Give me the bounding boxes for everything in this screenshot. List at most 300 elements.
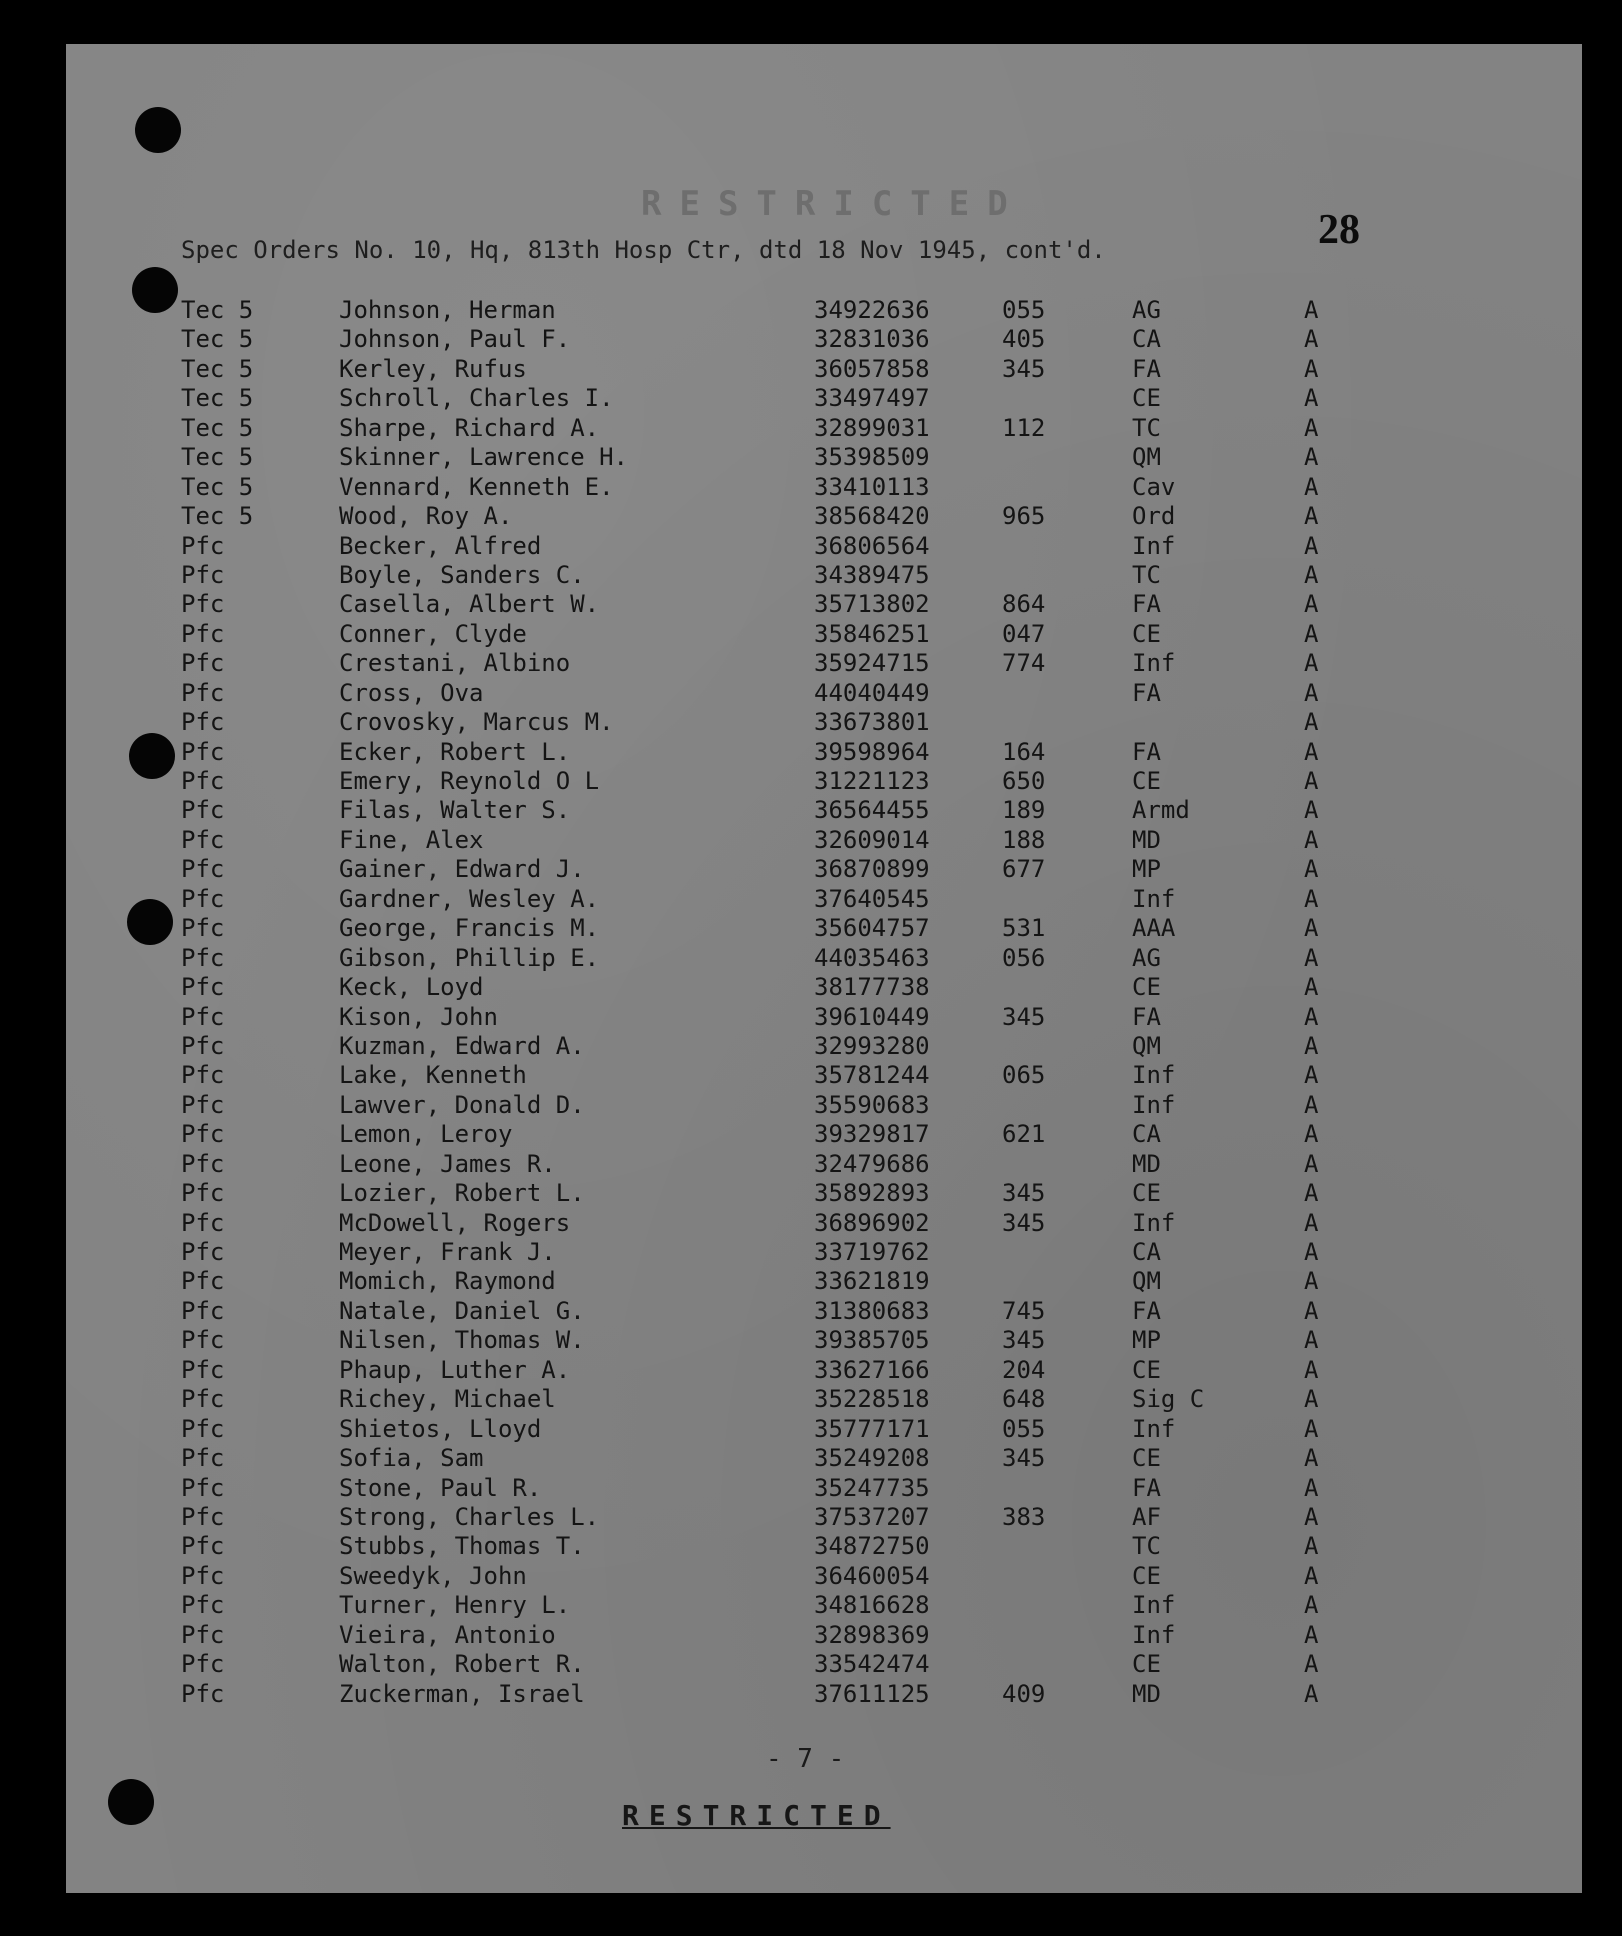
status-cell: A [1304, 914, 1319, 943]
status-cell: A [1304, 1532, 1319, 1561]
roster-row [66, 944, 1582, 973]
serial-number-cell: 36057858 [814, 354, 930, 383]
branch-cell: TC [1132, 560, 1161, 589]
rank-cell: Pfc [181, 619, 225, 648]
serial-number-cell: 32479686 [814, 1149, 930, 1178]
code-cell: 383 [1002, 1502, 1046, 1531]
rank-cell: Pfc [181, 1591, 225, 1620]
roster-row [66, 620, 1582, 649]
name-cell: Fine, Alex [339, 825, 484, 854]
code-cell: 677 [1002, 855, 1046, 884]
serial-number-cell: 37611125 [814, 1679, 930, 1708]
branch-cell: Inf [1132, 884, 1176, 913]
serial-number-cell: 33719762 [814, 1238, 930, 1266]
name-cell: Nilsen, Thomas W. [339, 1326, 585, 1355]
roster-row [66, 649, 1582, 678]
branch-cell: CE [1132, 1355, 1161, 1384]
status-cell: A [1304, 502, 1319, 531]
branch-cell: AG [1132, 943, 1161, 972]
roster-row [66, 1091, 1582, 1120]
rank-cell: Tec 5 [181, 296, 254, 324]
status-cell: A [1304, 855, 1319, 884]
name-cell: Kison, John [339, 1002, 498, 1031]
rank-cell: Pfc [181, 1385, 225, 1414]
status-cell: A [1304, 1002, 1319, 1031]
roster-row [66, 1415, 1582, 1444]
status-cell: A [1304, 1473, 1319, 1502]
branch-cell: Inf [1132, 1620, 1176, 1649]
roster-row [66, 355, 1582, 384]
rank-cell: Pfc [181, 649, 225, 678]
rank-cell: Pfc [181, 1650, 225, 1679]
name-cell: Shietos, Lloyd [339, 1414, 542, 1443]
status-cell: A [1304, 1561, 1319, 1590]
status-cell: A [1304, 590, 1319, 619]
rank-cell: Pfc [181, 1473, 225, 1502]
orders-header: Spec Orders No. 10, Hq, 813th Hosp Ctr, dtd 18 Nov 1945, cont'd. [181, 236, 1106, 264]
status-cell: A [1304, 443, 1319, 472]
roster-row [66, 561, 1582, 590]
branch-cell: MD [1132, 825, 1161, 854]
code-cell: 531 [1002, 914, 1046, 943]
branch-cell: CE [1132, 1444, 1161, 1473]
branch-cell: Inf [1132, 1090, 1176, 1119]
roster-row [66, 1591, 1582, 1620]
rank-cell: Pfc [181, 796, 225, 825]
roster-row [66, 1503, 1582, 1532]
status-cell: A [1304, 1385, 1319, 1414]
branch-cell: CA [1132, 325, 1161, 354]
name-cell: Casella, Albert W. [339, 590, 600, 619]
roster-row [66, 1238, 1582, 1267]
name-cell: Gardner, Wesley A. [339, 884, 600, 913]
status-cell: A [1304, 1267, 1319, 1296]
rank-cell: Pfc [181, 1326, 225, 1355]
code-cell: 965 [1002, 502, 1046, 531]
branch-cell: FA [1132, 1473, 1161, 1502]
status-cell: A [1304, 973, 1319, 1002]
roster-row [66, 1562, 1582, 1591]
code-cell: 345 [1002, 1208, 1046, 1237]
rank-cell: Tec 5 [181, 472, 254, 501]
branch-cell: CE [1132, 384, 1161, 413]
branch-cell: FA [1132, 1002, 1161, 1031]
page-number: 28 [1318, 207, 1360, 253]
serial-number-cell: 39385705 [814, 1326, 930, 1355]
code-cell: 774 [1002, 649, 1046, 678]
branch-cell: Inf [1132, 1591, 1176, 1620]
serial-number-cell: 35713802 [814, 590, 930, 619]
serial-number-cell: 33542474 [814, 1650, 930, 1679]
name-cell: Sofia, Sam [339, 1444, 484, 1473]
status-cell: A [1304, 884, 1319, 913]
rank-cell: Pfc [181, 708, 225, 737]
footer-page-number: - 7 - [766, 1744, 845, 1774]
roster-row [66, 296, 1582, 325]
branch-cell: Inf [1132, 649, 1176, 678]
status-cell: A [1304, 708, 1319, 737]
branch-cell: MP [1132, 855, 1161, 884]
serial-number-cell: 36870899 [814, 855, 930, 884]
rank-cell: Pfc [181, 1267, 225, 1296]
rank-cell: Pfc [181, 590, 225, 619]
roster-row [66, 855, 1582, 884]
name-cell: Stone, Paul R. [339, 1473, 542, 1502]
name-cell: Zuckerman, Israel [339, 1679, 585, 1708]
serial-number-cell: 32899031 [814, 413, 930, 442]
code-cell: 345 [1002, 1326, 1046, 1355]
code-cell: 164 [1002, 737, 1046, 766]
rank-cell: Pfc [181, 1444, 225, 1473]
name-cell: Emery, Reynold O L [339, 767, 600, 795]
name-cell: Richey, Michael [339, 1385, 556, 1414]
name-cell: Gainer, Edward J. [339, 855, 585, 884]
roster-row [66, 443, 1582, 472]
roster-row [66, 1650, 1582, 1679]
rank-cell: Pfc [181, 943, 225, 972]
status-cell: A [1304, 1326, 1319, 1355]
rank-cell: Pfc [181, 737, 225, 766]
serial-number-cell: 33673801 [814, 708, 930, 737]
serial-number-cell: 44040449 [814, 678, 930, 707]
status-cell: A [1304, 1208, 1319, 1237]
name-cell: Lawver, Donald D. [339, 1090, 585, 1119]
serial-number-cell: 35781244 [814, 1061, 930, 1090]
punch-hole [108, 1779, 154, 1825]
branch-cell: CE [1132, 1650, 1161, 1679]
code-cell: 745 [1002, 1296, 1046, 1325]
roster-row [66, 796, 1582, 825]
rank-cell: Pfc [181, 1502, 225, 1531]
name-cell: Stubbs, Thomas T. [339, 1532, 585, 1561]
roster-row [66, 1621, 1582, 1650]
name-cell: Turner, Henry L. [339, 1591, 571, 1620]
status-cell: A [1304, 1355, 1319, 1384]
branch-cell: QM [1132, 1031, 1161, 1060]
rank-cell: Pfc [181, 1238, 225, 1266]
roster-row [66, 1179, 1582, 1208]
status-cell: A [1304, 1149, 1319, 1178]
rank-cell: Pfc [181, 1061, 225, 1090]
status-cell: A [1304, 384, 1319, 413]
branch-cell: Sig C [1132, 1385, 1205, 1414]
personnel-roster [66, 296, 1582, 1709]
serial-number-cell: 31221123 [814, 767, 930, 795]
name-cell: Crovosky, Marcus M. [339, 708, 614, 737]
name-cell: Momich, Raymond [339, 1267, 556, 1296]
status-cell: A [1304, 1591, 1319, 1620]
serial-number-cell: 32831036 [814, 325, 930, 354]
status-cell: A [1304, 678, 1319, 707]
status-cell: A [1304, 1031, 1319, 1060]
status-cell: A [1304, 1679, 1319, 1708]
code-cell: 345 [1002, 354, 1046, 383]
status-cell: A [1304, 472, 1319, 501]
serial-number-cell: 35228518 [814, 1385, 930, 1414]
status-cell: A [1304, 649, 1319, 678]
rank-cell: Tec 5 [181, 413, 254, 442]
serial-number-cell: 34389475 [814, 560, 930, 589]
name-cell: Gibson, Phillip E. [339, 943, 600, 972]
serial-number-cell: 32609014 [814, 825, 930, 854]
serial-number-cell: 44035463 [814, 943, 930, 972]
roster-row [66, 1150, 1582, 1179]
name-cell: Filas, Walter S. [339, 796, 571, 825]
branch-cell: CA [1132, 1238, 1161, 1266]
name-cell: Meyer, Frank J. [339, 1238, 556, 1266]
serial-number-cell: 33410113 [814, 472, 930, 501]
branch-cell: Inf [1132, 1208, 1176, 1237]
rank-cell: Pfc [181, 1561, 225, 1590]
status-cell: A [1304, 1120, 1319, 1149]
rank-cell: Pfc [181, 1179, 225, 1208]
rank-cell: Pfc [181, 1120, 225, 1149]
rank-cell: Pfc [181, 1296, 225, 1325]
branch-cell: QM [1132, 443, 1161, 472]
name-cell: Boyle, Sanders C. [339, 560, 585, 589]
roster-row [66, 826, 1582, 855]
name-cell: Sweedyk, John [339, 1561, 527, 1590]
serial-number-cell: 35398509 [814, 443, 930, 472]
status-cell: A [1304, 296, 1319, 324]
name-cell: Cross, Ova [339, 678, 484, 707]
rank-cell: Pfc [181, 973, 225, 1002]
serial-number-cell: 36896902 [814, 1208, 930, 1237]
rank-cell: Pfc [181, 1208, 225, 1237]
rank-cell: Pfc [181, 1679, 225, 1708]
name-cell: Vieira, Antonio [339, 1620, 556, 1649]
branch-cell: Inf [1132, 1414, 1176, 1443]
rank-cell: Pfc [181, 1090, 225, 1119]
serial-number-cell: 34872750 [814, 1532, 930, 1561]
roster-row [66, 1326, 1582, 1355]
serial-number-cell: 39610449 [814, 1002, 930, 1031]
classification-stamp-top: RESTRICTED [641, 184, 1026, 224]
branch-cell: Inf [1132, 1061, 1176, 1090]
name-cell: Lemon, Leroy [339, 1120, 513, 1149]
rank-cell: Pfc [181, 1355, 225, 1384]
code-cell: 188 [1002, 825, 1046, 854]
roster-row [66, 1120, 1582, 1149]
serial-number-cell: 37640545 [814, 884, 930, 913]
roster-row [66, 1444, 1582, 1473]
status-cell: A [1304, 1650, 1319, 1679]
rank-cell: Pfc [181, 825, 225, 854]
branch-cell: CA [1132, 1120, 1161, 1149]
name-cell: Walton, Robert R. [339, 1650, 585, 1679]
roster-row [66, 679, 1582, 708]
serial-number-cell: 34816628 [814, 1591, 930, 1620]
serial-number-cell: 33621819 [814, 1267, 930, 1296]
code-cell: 621 [1002, 1120, 1046, 1149]
roster-row [66, 914, 1582, 943]
serial-number-cell: 36564455 [814, 796, 930, 825]
roster-row [66, 1532, 1582, 1561]
rank-cell: Pfc [181, 1532, 225, 1561]
status-cell: A [1304, 413, 1319, 442]
serial-number-cell: 32898369 [814, 1620, 930, 1649]
name-cell: Strong, Charles L. [339, 1502, 600, 1531]
rank-cell: Tec 5 [181, 384, 254, 413]
roster-row [66, 973, 1582, 1002]
branch-cell: TC [1132, 413, 1161, 442]
rank-cell: Tec 5 [181, 354, 254, 383]
serial-number-cell: 32993280 [814, 1031, 930, 1060]
serial-number-cell: 35247735 [814, 1473, 930, 1502]
rank-cell: Pfc [181, 884, 225, 913]
rank-cell: Pfc [181, 914, 225, 943]
branch-cell: Inf [1132, 531, 1176, 560]
roster-row [66, 1680, 1582, 1709]
branch-cell: Ord [1132, 502, 1176, 531]
name-cell: Johnson, Herman [339, 296, 556, 324]
roster-row [66, 1032, 1582, 1061]
name-cell: Lake, Kenneth [339, 1061, 527, 1090]
serial-number-cell: 35777171 [814, 1414, 930, 1443]
roster-row [66, 1003, 1582, 1032]
branch-cell: QM [1132, 1267, 1161, 1296]
code-cell: 864 [1002, 590, 1046, 619]
status-cell: A [1304, 1620, 1319, 1649]
status-cell: A [1304, 325, 1319, 354]
status-cell: A [1304, 943, 1319, 972]
roster-row [66, 414, 1582, 443]
status-cell: A [1304, 1502, 1319, 1531]
serial-number-cell: 35892893 [814, 1179, 930, 1208]
code-cell: 648 [1002, 1385, 1046, 1414]
roster-row [66, 532, 1582, 561]
code-cell: 345 [1002, 1179, 1046, 1208]
roster-row [66, 1385, 1582, 1414]
rank-cell: Pfc [181, 1620, 225, 1649]
branch-cell: TC [1132, 1532, 1161, 1561]
serial-number-cell: 35590683 [814, 1090, 930, 1119]
rank-cell: Pfc [181, 1002, 225, 1031]
name-cell: Ecker, Robert L. [339, 737, 571, 766]
roster-row [66, 325, 1582, 354]
name-cell: McDowell, Rogers [339, 1208, 571, 1237]
code-cell: 189 [1002, 796, 1046, 825]
status-cell: A [1304, 825, 1319, 854]
serial-number-cell: 35604757 [814, 914, 930, 943]
status-cell: A [1304, 531, 1319, 560]
status-cell: A [1304, 1414, 1319, 1443]
code-cell: 055 [1002, 1414, 1046, 1443]
punch-hole [135, 107, 181, 153]
rank-cell: Pfc [181, 1414, 225, 1443]
rank-cell: Pfc [181, 678, 225, 707]
roster-row [66, 473, 1582, 502]
branch-cell: CE [1132, 1561, 1161, 1590]
branch-cell: FA [1132, 590, 1161, 619]
rank-cell: Tec 5 [181, 325, 254, 354]
name-cell: Wood, Roy A. [339, 502, 513, 531]
roster-row [66, 590, 1582, 619]
status-cell: A [1304, 619, 1319, 648]
serial-number-cell: 39329817 [814, 1120, 930, 1149]
code-cell: 409 [1002, 1679, 1046, 1708]
rank-cell: Pfc [181, 531, 225, 560]
roster-row [66, 1356, 1582, 1385]
branch-cell: CE [1132, 973, 1161, 1002]
name-cell: Crestani, Albino [339, 649, 571, 678]
rank-cell: Pfc [181, 855, 225, 884]
status-cell: A [1304, 1444, 1319, 1473]
name-cell: Sharpe, Richard A. [339, 413, 600, 442]
branch-cell: AF [1132, 1502, 1161, 1531]
name-cell: Schroll, Charles I. [339, 384, 614, 413]
name-cell: Skinner, Lawrence H. [339, 443, 628, 472]
branch-cell: MD [1132, 1679, 1161, 1708]
serial-number-cell: 35846251 [814, 619, 930, 648]
branch-cell: FA [1132, 354, 1161, 383]
branch-cell: FA [1132, 1296, 1161, 1325]
status-cell: A [1304, 560, 1319, 589]
serial-number-cell: 37537207 [814, 1502, 930, 1531]
branch-cell: CE [1132, 619, 1161, 648]
rank-cell: Pfc [181, 1149, 225, 1178]
rank-cell: Pfc [181, 767, 225, 795]
status-cell: A [1304, 354, 1319, 383]
code-cell: 065 [1002, 1061, 1046, 1090]
status-cell: A [1304, 1061, 1319, 1090]
serial-number-cell: 36806564 [814, 531, 930, 560]
branch-cell: FA [1132, 737, 1161, 766]
serial-number-cell: 35924715 [814, 649, 930, 678]
status-cell: A [1304, 1090, 1319, 1119]
status-cell: A [1304, 737, 1319, 766]
branch-cell: Cav [1132, 472, 1176, 501]
rank-cell: Pfc [181, 560, 225, 589]
serial-number-cell: 38177738 [814, 973, 930, 1002]
branch-cell: CE [1132, 767, 1161, 795]
branch-cell: FA [1132, 678, 1161, 707]
serial-number-cell: 34922636 [814, 296, 930, 324]
roster-row [66, 708, 1582, 737]
name-cell: Johnson, Paul F. [339, 325, 571, 354]
classification-stamp-bottom: RESTRICTED [622, 1799, 891, 1832]
code-cell: 047 [1002, 619, 1046, 648]
code-cell: 204 [1002, 1355, 1046, 1384]
roster-row [66, 1209, 1582, 1238]
name-cell: Becker, Alfred [339, 531, 542, 560]
roster-row [66, 1061, 1582, 1090]
roster-row [66, 1267, 1582, 1296]
document-page [66, 44, 1582, 1893]
roster-row [66, 502, 1582, 531]
status-cell: A [1304, 767, 1319, 795]
branch-cell: MP [1132, 1326, 1161, 1355]
roster-row [66, 738, 1582, 767]
name-cell: Keck, Loyd [339, 973, 484, 1002]
roster-row [66, 885, 1582, 914]
name-cell: Lozier, Robert L. [339, 1179, 585, 1208]
name-cell: Kerley, Rufus [339, 354, 527, 383]
serial-number-cell: 35249208 [814, 1444, 930, 1473]
name-cell: George, Francis M. [339, 914, 600, 943]
serial-number-cell: 33497497 [814, 384, 930, 413]
name-cell: Conner, Clyde [339, 619, 527, 648]
name-cell: Vennard, Kenneth E. [339, 472, 614, 501]
rank-cell: Tec 5 [181, 502, 254, 531]
branch-cell: AG [1132, 296, 1161, 324]
serial-number-cell: 31380683 [814, 1296, 930, 1325]
status-cell: A [1304, 1296, 1319, 1325]
branch-cell: CE [1132, 1179, 1161, 1208]
name-cell: Natale, Daniel G. [339, 1296, 585, 1325]
roster-row [66, 1297, 1582, 1326]
branch-cell: MD [1132, 1149, 1161, 1178]
